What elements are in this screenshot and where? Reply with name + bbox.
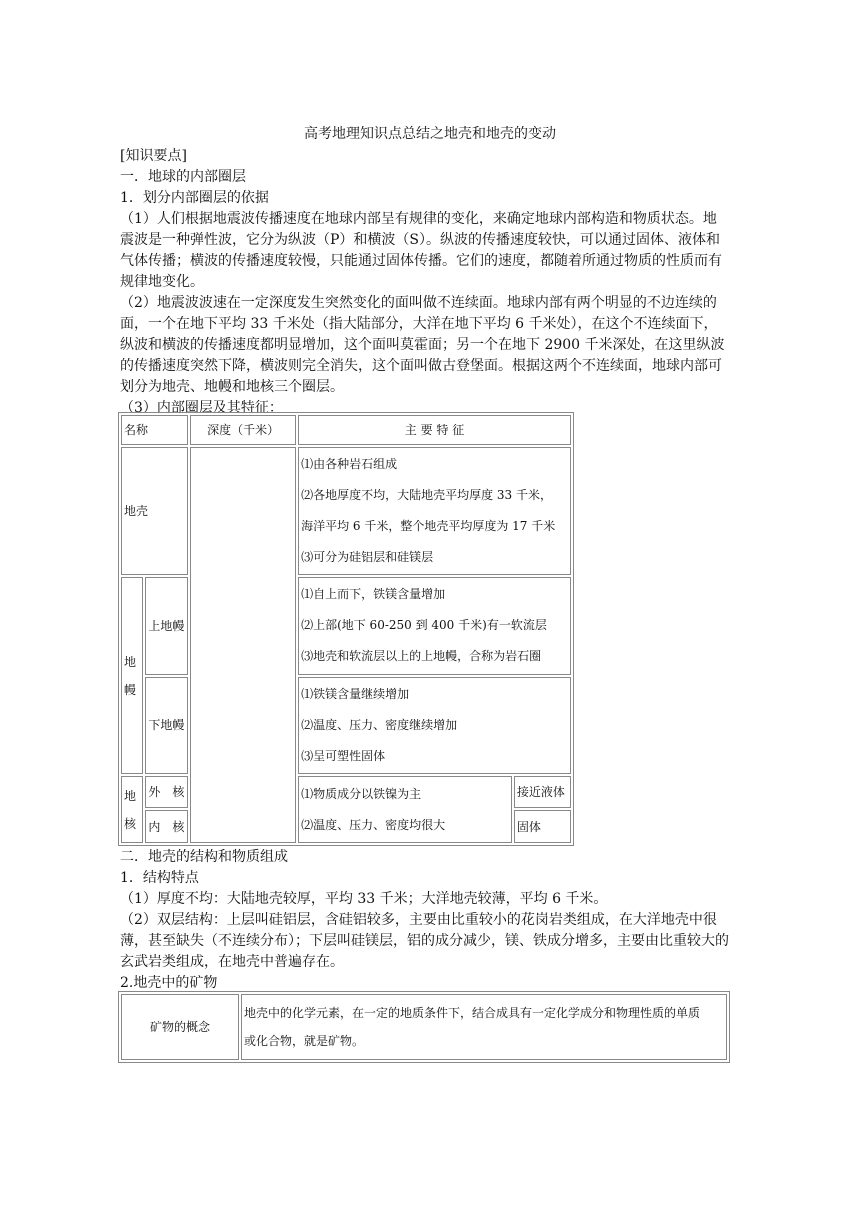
outer-core-name: 外 核 bbox=[145, 776, 188, 808]
earth-layers-table bbox=[118, 412, 574, 846]
header-name: 名称 bbox=[121, 415, 188, 445]
core-name bbox=[121, 776, 143, 843]
feature-line: ⑴自上而下，铁镁含量增加 bbox=[301, 587, 446, 602]
section-heading: 一．地球的内部圈层 bbox=[120, 169, 246, 185]
section-heading: 二．地壳的结构和物质组成 bbox=[120, 849, 288, 865]
paragraph: （1）厚度不均：大陆地壳较厚，平均 33 千米；大洋地壳较薄，平均 6 千米。 bbox=[120, 891, 608, 907]
mineral-table bbox=[118, 991, 730, 1063]
mantle-char: 幔 bbox=[124, 682, 137, 697]
upper-mantle-features bbox=[298, 577, 571, 674]
paragraph: （2）地震波波速在一定深度发生突然变化的面叫做不连续面。地球内部有两个明显的不边连续的面，一个在地下平均 33 千米处（指大陆部分，大洋在地下平均 6 千米处），在这个不连续面下，纵波和横波的传播速度都明显增加，这个面叫莫霍面；另一个在地下 2900 千米深处，在这里纵波的传播速度突然下降，横波则完全消失，这个面叫做古登堡面。根据这两个不连续面，地球内部可划分为地壳、地幔和地核三个圈层。 bbox=[120, 295, 725, 395]
table-row bbox=[121, 994, 727, 1060]
feature-line: ⑶可分为硅铝层和硅镁层 bbox=[301, 550, 434, 565]
definition-line: 或化合物，就是矿物。 bbox=[244, 1034, 365, 1048]
subsection-heading: 1．结构特点 bbox=[120, 870, 199, 886]
header-depth: 深度（千米） bbox=[190, 415, 296, 445]
subsection-heading: 2.地壳中的矿物 bbox=[120, 975, 218, 991]
depth-cell bbox=[190, 447, 296, 843]
lower-mantle-name: 下地幔 bbox=[145, 677, 188, 774]
mantle-char: 地 bbox=[124, 654, 137, 669]
upper-mantle-name: 上地幔 bbox=[145, 577, 188, 674]
feature-line: ⑶呈可塑性固体 bbox=[301, 748, 386, 763]
table-row bbox=[121, 577, 571, 674]
subsection-heading: 1．划分内部圈层的依据 bbox=[120, 190, 269, 206]
feature-line: ⑴由各种岩石组成 bbox=[301, 457, 398, 472]
paragraph: （1）人们根据地震波传播速度在地球内部呈有规律的变化，来确定地球内部构造和物质状态。地震波是一种弹性波，它分为纵波（P）和横波（S）。纵波的传播速度较快，可以通过固体、液体和气体传播；横波的传播速度较慢，只能通过固体传播。它们的速度，都随着所通过物质的性质而有规律地变化。 bbox=[120, 211, 722, 290]
crust-features bbox=[298, 447, 571, 575]
mineral-concept-label: 矿物的概念 bbox=[121, 994, 239, 1060]
mineral-concept-definition bbox=[241, 994, 727, 1060]
table-row bbox=[121, 677, 571, 774]
feature-line: ⑵上部(地下 60-250 到 400 千米)有一软流层 bbox=[301, 618, 547, 633]
mantle-name bbox=[121, 577, 143, 774]
outer-core-state: 接近液体 bbox=[514, 776, 571, 808]
feature-line: ⑴物质成分以铁镍为主 bbox=[301, 786, 422, 801]
section-one-text bbox=[120, 146, 730, 419]
knowledge-points-label: [知识要点] bbox=[120, 148, 187, 164]
core-char: 核 bbox=[124, 816, 137, 831]
core-char: 地 bbox=[124, 788, 137, 803]
inner-core-state: 固体 bbox=[514, 810, 571, 843]
lower-mantle-features bbox=[298, 677, 571, 774]
definition-line: 地壳中的化学元素，在一定的地质条件下，结合成具有一定化学成分和物理性质的单质 bbox=[244, 1006, 701, 1020]
paragraph: （3）内部圈层及其特征： bbox=[120, 400, 283, 416]
paragraph: （2）双层结构：上层叫硅铝层，含硅铝较多，主要由比重较小的花岗岩类组成，在大洋地壳中很薄，甚至缺失（不连续分布）；下层叫硅镁层，铝的成分减少，镁、铁成分增多，主要由比重较大的玄武岩类组成，在地壳中普遍存在。 bbox=[120, 912, 729, 970]
header-features: 主 要 特 征 bbox=[298, 415, 571, 445]
table-header-row bbox=[121, 415, 571, 445]
feature-line: 海洋平均 6 千米，整个地壳平均厚度为 17 千米 bbox=[301, 519, 556, 534]
feature-line: ⑶地壳和软流层以上的上地幔，合称为岩石圈 bbox=[301, 649, 542, 664]
feature-line: ⑵温度、压力、密度均很大 bbox=[301, 817, 446, 832]
feature-line: ⑵各地厚度不均，大陆地壳平均厚度 33 千米， bbox=[301, 488, 552, 503]
table-row bbox=[121, 776, 571, 808]
document-title: 高考地理知识点总结之地壳和地壳的变动 bbox=[304, 126, 556, 142]
feature-line: ⑵温度、压力、密度继续增加 bbox=[301, 717, 458, 732]
section-two-text bbox=[120, 847, 730, 994]
crust-name: 地壳 bbox=[121, 447, 188, 575]
inner-core-name: 内 核 bbox=[145, 810, 188, 843]
table-row bbox=[121, 447, 571, 575]
core-features bbox=[298, 776, 512, 843]
feature-line: ⑴铁镁含量继续增加 bbox=[301, 686, 410, 701]
